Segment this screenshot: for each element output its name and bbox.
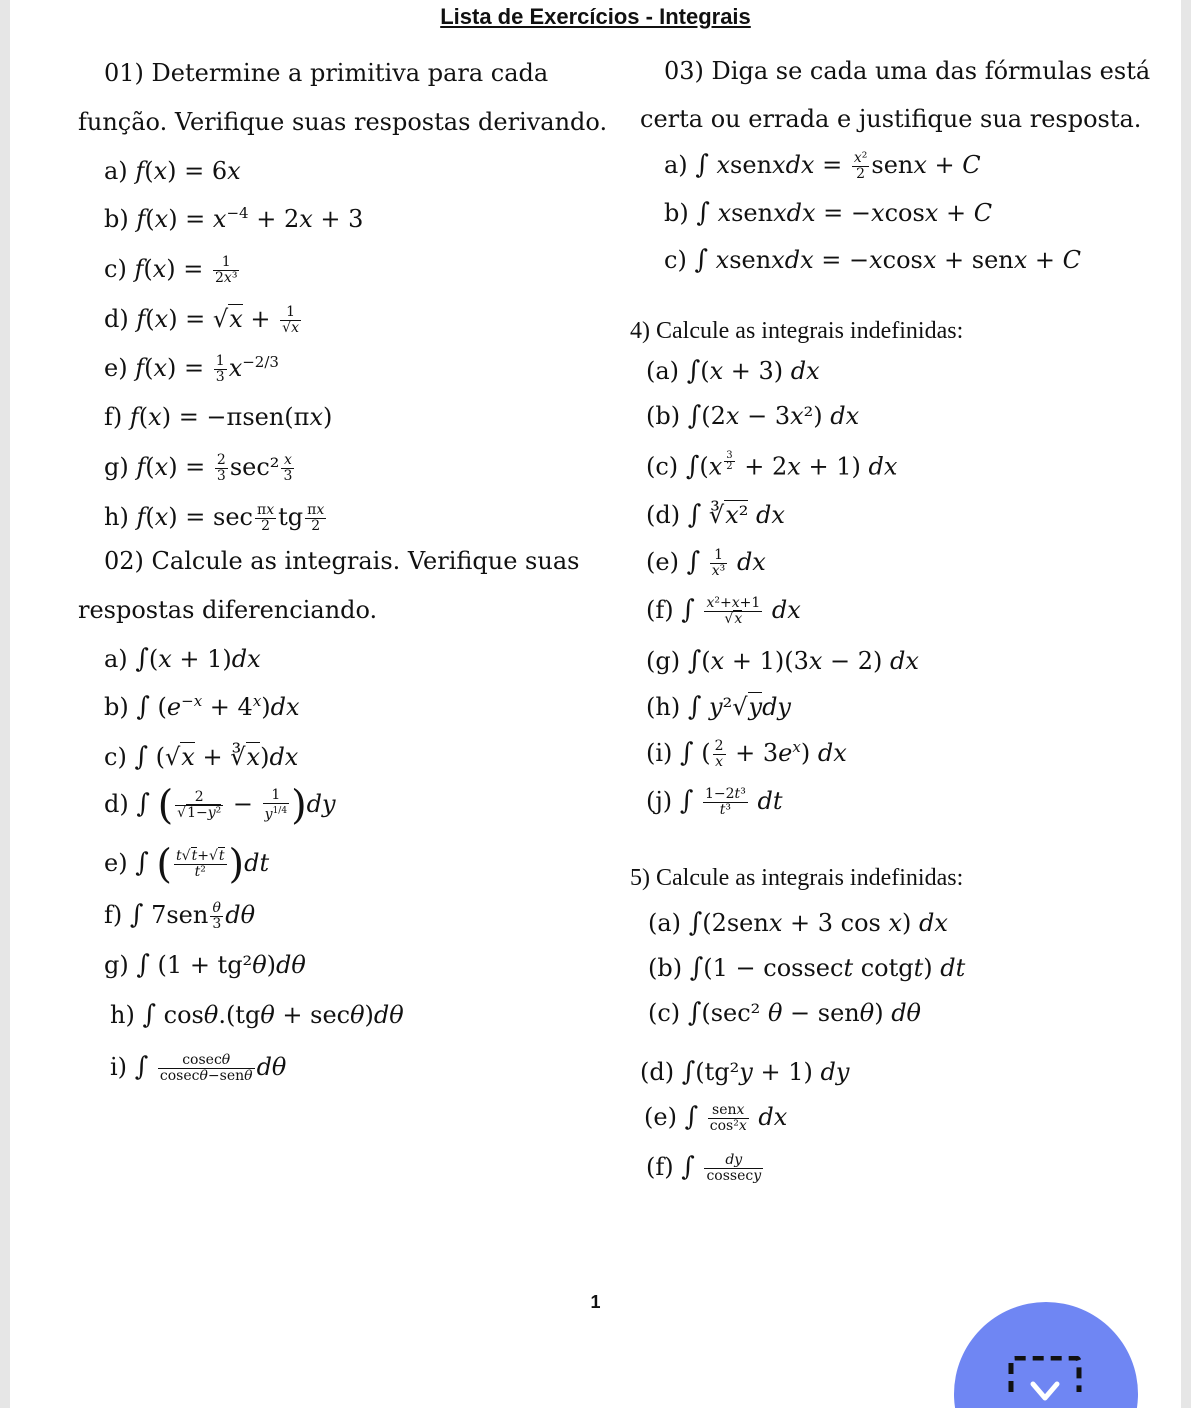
q02-item-e: e) ∫ ( $\frac{t√t+√t}{\text{t²}}$ )dt xyxy=(104,841,270,888)
q05-item-c: (c) ∫(sec² θ − senθ) dθ xyxy=(648,998,921,1028)
q02-item-g: g) ∫ (1 + tg²θ)dθ xyxy=(104,950,306,980)
q04-heading: 4) Calcule as integrais indefinidas: xyxy=(630,318,964,344)
q04-item-a: (a) ∫(x + 3) dx xyxy=(646,356,820,386)
dashed-box-chevron-icon xyxy=(1007,1356,1083,1408)
q03-item-b: b) ∫ xsenxdx = −xcosx + C xyxy=(664,198,993,228)
q01-item-f: f) f(x) = −πsen(πx) xyxy=(104,403,333,431)
q02-item-a: a) ∫(x + 1)dx xyxy=(104,644,261,674)
q01-item-c: c) f(x) = $\frac{1}{\text{2x³}}$ xyxy=(104,254,238,286)
q04-item-c: (c) ∫(x $^{\frac{3}{2}}$ + 2x + 1) dx xyxy=(646,450,898,482)
q04-item-j: (j) ∫ $\frac{\text{1−2t³}}{\text{t³}}$ dt xyxy=(646,786,783,818)
q01-item-a: a) f(x) = 6x xyxy=(104,157,241,185)
q02-item-h: h) ∫ cosθ.(tgθ + secθ)dθ xyxy=(110,1000,404,1030)
q04-item-d: (d) ∫ ∛x² dx xyxy=(646,500,785,530)
q02-prompt-line2: respostas diferenciando. xyxy=(78,596,378,624)
q01-item-g: g) f(x) = $\frac{2}{3}$ sec² $\frac{x}{3}$ xyxy=(104,452,293,484)
q03-prompt-line1: 03) Diga se cada uma das fórmulas está xyxy=(664,57,1151,85)
q04-item-b: (b) ∫(2x − 3x²) dx xyxy=(646,401,860,431)
page-number: 1 xyxy=(590,1292,601,1312)
q05-item-d: (d) ∫(tg²y + 1) dy xyxy=(640,1057,850,1087)
q05-item-b: (b) ∫(1 − cossect cotgt) dt xyxy=(648,953,966,983)
q05-item-f: (f) ∫ $\frac{dy}{\text{cossecy}}$ xyxy=(646,1152,762,1184)
q04-item-f: (f) ∫ $\frac{\text{x²+x+1}}{√x}$ dx xyxy=(646,595,801,627)
q05-item-e: (e) ∫ $\frac{\text{senx}}{\text{cos²x}}$ dx xyxy=(644,1102,788,1134)
q01-item-h: h) f(x) = sec $\frac{\pi x}{2}$ tg $\frac{\pi x}{2}$ xyxy=(104,502,325,534)
q04-item-h: (h) ∫ y²√ydy xyxy=(646,692,791,722)
q02-item-f: f) ∫ 7sen $\frac{\theta}{3}$ dθ xyxy=(104,900,256,932)
q03-item-c: c) ∫ xsenxdx = −xcosx + senx + C xyxy=(664,245,1082,275)
q02-item-d: d) ∫ ( $\frac{2}{\text{√1−y²}}$ − $\frac{1}{y^{1/4}}$ )dy xyxy=(104,782,336,829)
q05-heading: 5) Calcule as integrais indefinidas: xyxy=(630,865,964,891)
q01-item-b: b) $f(x) = x^{-4} + 2x + 3$ xyxy=(104,204,364,233)
q04-item-g: (g) ∫(x + 1)(3x − 2) dx xyxy=(646,646,919,676)
q01-item-d: d) f(x) = √x + $\frac{1}{√x}$ xyxy=(104,304,299,336)
document-page xyxy=(10,0,1181,1408)
q02-item-b: b) ∫ $(e^{-x} + 4^x)dx$ xyxy=(104,692,300,722)
q05-item-a: (a) ∫(2senx + 3 cos x) dx xyxy=(648,908,948,938)
q02-item-c: c) ∫ (√x + ∛x)dx xyxy=(104,742,299,772)
q03-prompt-line2: certa ou errada e justifique sua resposta. xyxy=(640,105,1142,133)
q01-prompt-line1: 01) Determine a primitiva para cada xyxy=(104,59,549,87)
document-title: Lista de Exercícios - Integrais xyxy=(440,4,751,29)
q02-prompt-line1: 02) Calcule as integrais. Verifique suas xyxy=(104,547,580,575)
q04-item-i: (i) ∫ ( $\frac{2}{x}$ + $3e^x$) dx xyxy=(646,738,847,770)
q01-prompt-line2: função. Verifique suas respostas derivando. xyxy=(78,108,608,136)
q02-item-i: i) ∫ $\frac{cosec\theta}{\text{cosecθ−senθ}}$ dθ xyxy=(110,1052,287,1084)
q01-item-e: e) f(x) = $\frac{1}{3}$ $x^{-2/3}$ xyxy=(104,353,279,385)
q03-item-a: a) ∫ xsenxdx = $\frac{\text{x²}}{2}$ senx + C xyxy=(664,150,981,182)
q04-item-e: (e) ∫ $\frac{1}{\text{x³}}$ dx xyxy=(646,547,766,579)
